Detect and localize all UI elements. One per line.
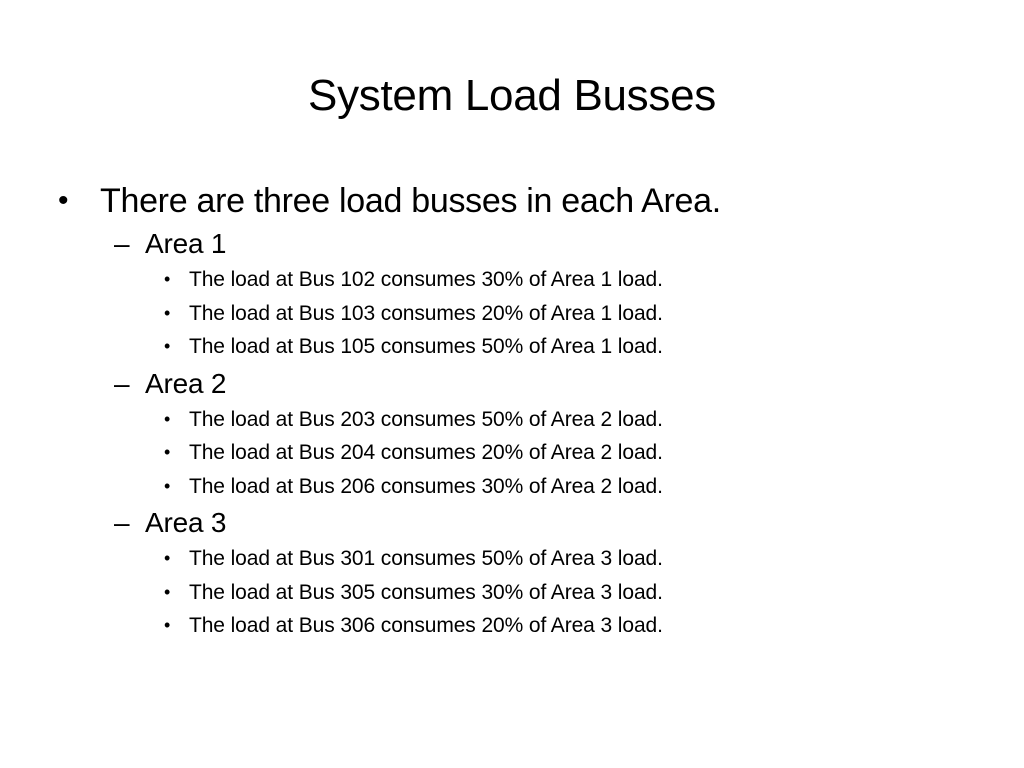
list-item-text: The load at Bus 305 consumes 30% of Area 3 load. (189, 580, 663, 604)
list-item-text: The load at Bus 306 consumes 20% of Area 3 load. (189, 614, 663, 637)
list-item (164, 576, 978, 610)
list-item-text: The load at Bus 206 consumes 30% of Area 2 load. (189, 474, 663, 498)
list-item (164, 609, 978, 643)
list-item (164, 263, 978, 297)
bullet-icon: • (164, 302, 171, 323)
area-label: Area 1 (145, 228, 227, 259)
area-2-heading (114, 364, 978, 403)
area-2-load-list (58, 403, 978, 504)
bullet-icon: • (58, 184, 69, 217)
area-3-heading (114, 503, 978, 542)
list-item-text: The load at Bus 204 consumes 20% of Area 2 load. (189, 441, 663, 464)
bullet-icon: • (164, 475, 171, 496)
dash-icon: – (114, 228, 130, 259)
list-item (164, 330, 978, 364)
area-1-load-list (58, 263, 978, 364)
bullet-icon: • (164, 269, 171, 289)
bullet-icon: • (164, 548, 171, 568)
list-item (164, 436, 978, 470)
slide-title: System Load Busses (308, 71, 716, 120)
list-item (164, 403, 978, 437)
area-1-heading (114, 224, 978, 263)
area-3-load-list (58, 542, 978, 643)
list-item-text: The load at Bus 102 consumes 30% of Area 1 load. (189, 268, 663, 291)
area-label: Area 3 (145, 507, 227, 538)
bullet-icon: • (164, 408, 171, 429)
slide-body (58, 178, 978, 643)
list-item (164, 297, 978, 331)
list-item-text: The load at Bus 203 consumes 50% of Area 2 load. (189, 407, 663, 431)
bullet-icon: • (164, 615, 171, 635)
area-label: Area 2 (145, 367, 227, 399)
bullet-icon: • (164, 581, 171, 602)
bullet-icon: • (164, 336, 171, 356)
list-item-text: The load at Bus 103 consumes 20% of Area 1 load. (189, 301, 663, 325)
main-bullet-text: There are three load busses in each Area. (100, 182, 721, 220)
list-item-text: The load at Bus 105 consumes 50% of Area 1 load. (189, 335, 663, 358)
list-item (164, 542, 978, 576)
dash-icon: – (114, 367, 130, 399)
list-item-text: The load at Bus 301 consumes 50% of Area 3 load. (189, 547, 663, 570)
bullet-icon: • (164, 442, 171, 462)
main-bullet-item (58, 178, 978, 224)
dash-icon: – (114, 507, 130, 538)
list-item (164, 470, 978, 504)
